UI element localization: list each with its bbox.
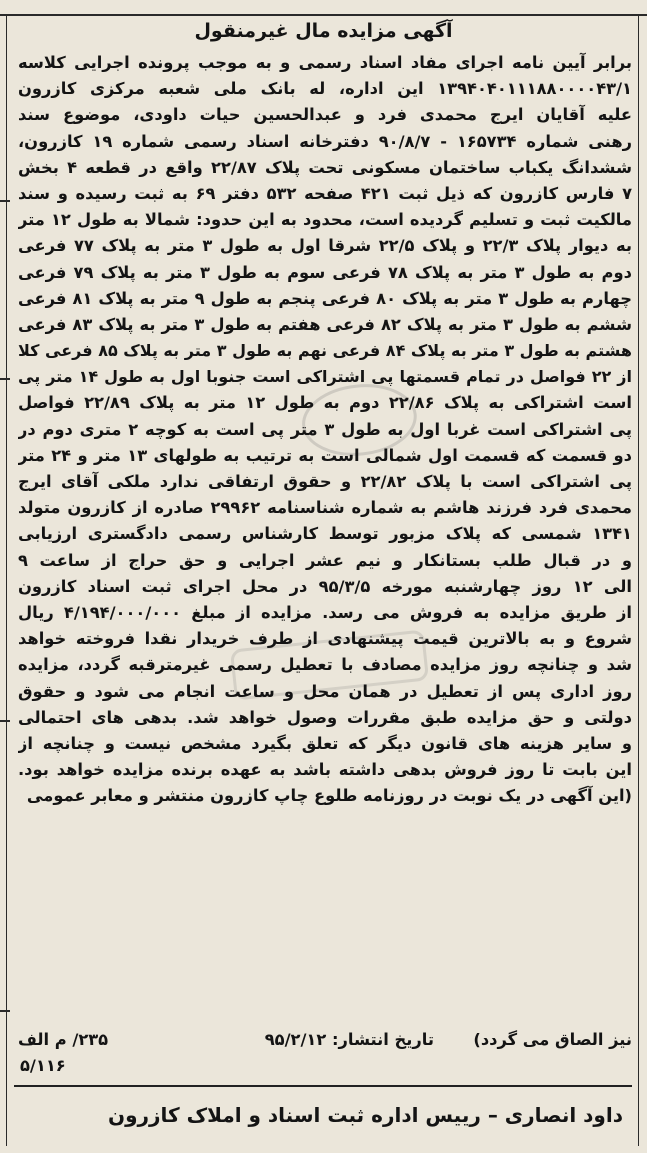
signature-line: داود انصاری – رییس اداره ثبت اسناد و املاک کازرون	[108, 1103, 623, 1127]
body-line: هشتم به طول ۳ متر به پلاک ۸۴ فرعی نهم به طول ۳ متر به پلاک ۸۵ فرعی کلا	[18, 341, 632, 361]
signature-divider	[14, 1085, 632, 1087]
body-line: علیه آقایان ایرج محمدی فرد و عبدالحسین حیات داودی، موضوع سند	[18, 105, 632, 125]
publish-date: تاریخ انتشار: ۹۵/۲/۱۲	[264, 1030, 434, 1049]
body-line: شد و چنانچه روز مزایده مصادف با تعطیل رسمی غیرمترقبه گردد، مزایده	[18, 655, 632, 675]
body-line: (این آگهی در یک نوبت در روزنامه طلوع چاپ کازرون منتشر و معابر عمومی	[26, 786, 632, 806]
body-line: از ۲۲ فواصل در تمام قسمتها پی اشتراکی است جنوبا اول به طول ۱۴ متر پی	[18, 367, 632, 387]
column-rule-stub	[0, 378, 10, 380]
body-line: چهارم به طول ۳ متر به پلاک ۸۰ فرعی پنجم به طول ۹ متر به پلاک ۸۱ فرعی	[18, 288, 632, 308]
body-line: شروع و به بالاترین قیمت پیشنهادی از طرف خریدار نقدا فروخته خواهد	[18, 629, 632, 649]
posting-note: نیز الصاق می گردد)	[473, 1030, 632, 1049]
body-line: ۱۳۴۱ شمسی که پلاک مزبور توسط کارشناس رسمی دادگستری ارزیابی	[18, 524, 632, 544]
ad-body	[18, 50, 632, 809]
body-line: دو قسمت که قسمت اول شمالی است به ترتیب به طولهای ۱۳ متر و ۲۴ متر	[18, 445, 632, 465]
body-line: روز اداری پس از تعطیل در همان محل و ساعت انجام می شود و حقوق	[18, 681, 632, 701]
ad-title: آگهی مزایده مال غیرمنقول	[194, 20, 453, 42]
body-line: محمدی فرد فرزند هاشم به شماره شناسنامه ۲۹۹۶۲ صادره از کازرون متولد	[18, 498, 632, 518]
body-line: ۱۳۹۴۰۴۰۱۱۱۸۸۰۰۰۰۴۳/۱ این اداره، له بانک ملی شعبه مرکزی کازرون	[18, 79, 632, 99]
body-line: است اشتراکی به پلاک ۲۲/۸۶ دوم به طول ۱۲ متر به پلاک ۲۲/۸۹ فواصل	[18, 393, 632, 413]
body-line: و سایر هزینه های قانون دیگر که تعلق بگیرد مشخص نیست و چنانچه از	[18, 733, 632, 753]
body-line: ششم به طول ۳ متر به پلاک ۸۲ فرعی هفتم به طول ۳ متر به پلاک ۸۳ فرعی	[18, 314, 632, 334]
body-line: به دیوار پلاک ۲۲/۳ و پلاک ۲۲/۵ شرقا اول به طول ۳ متر به پلاک ۷۷ فرعی	[18, 236, 632, 256]
reference-code: ۲۳۵/ م الف	[18, 1030, 109, 1049]
footer-line	[18, 1030, 632, 1056]
body-line: و در قبال طلب بستانکار و نیم عشر اجرایی و حق حراج از ساعت ۹	[18, 550, 632, 570]
body-line: دوم به طول ۳ متر به پلاک ۷۸ فرعی سوم به طول ۳ متر به پلاک ۷۹ فرعی	[18, 262, 632, 282]
column-rule-stub	[0, 200, 10, 202]
body-line: این بابت تا روز فروش بدهی داشته باشد به عهده برنده مزایده خواهد بود.	[18, 760, 632, 780]
body-line: دولتی و حق مزایده طبق مقررات وصول خواهد شد. بدهی های احتمالی	[18, 707, 632, 727]
column-rule-stub	[0, 1010, 10, 1012]
body-line: الی ۱۲ روز چهارشنبه مورخه ۹۵/۳/۵ در محل اجرای ثبت اسناد کازرون	[18, 576, 632, 596]
body-line: از طریق مزایده به فروش می رسد. مزایده از مبلغ ۴/۱۹۴/۰۰۰/۰۰۰ ریال	[18, 602, 632, 622]
body-line: پی اشتراکی است با پلاک ۲۲/۸۲ و حقوق ارتفاقی ندارد ملکی آقای ایرج	[18, 472, 632, 491]
body-line: مالکیت ثبت و تسلیم گردیده است، محدود به این حدود: شمالا به طول ۱۲ متر	[18, 210, 632, 230]
body-line: پی اشتراکی است غربا اول به طول ۳ متر پی است به کوچه ۲ متری دوم در	[18, 419, 632, 439]
column-rule-stub	[0, 720, 10, 722]
body-line: ششدانگ یکباب ساختمان مسکونی تحت پلاک ۲۲/۸۷ واقع در قطعه ۴ بخش	[18, 157, 632, 177]
body-line: برابر آیین نامه اجرای مفاد اسناد رسمی و به موجب پرونده اجرایی کلاسه	[18, 53, 632, 72]
body-line: ۷ فارس کازرون که ذیل ثبت ۴۲۱ صفحه ۵۳۲ دفتر ۶۹ به ثبت رسیده و سند	[18, 183, 632, 203]
issue-number: ۵/۱۱۶	[20, 1056, 66, 1075]
body-line: رهنی شماره ۱۶۵۷۳۴ - ۹۰/۸/۷ دفترخانه اسناد رسمی شماره ۱۹ کازرون،	[18, 131, 632, 151]
